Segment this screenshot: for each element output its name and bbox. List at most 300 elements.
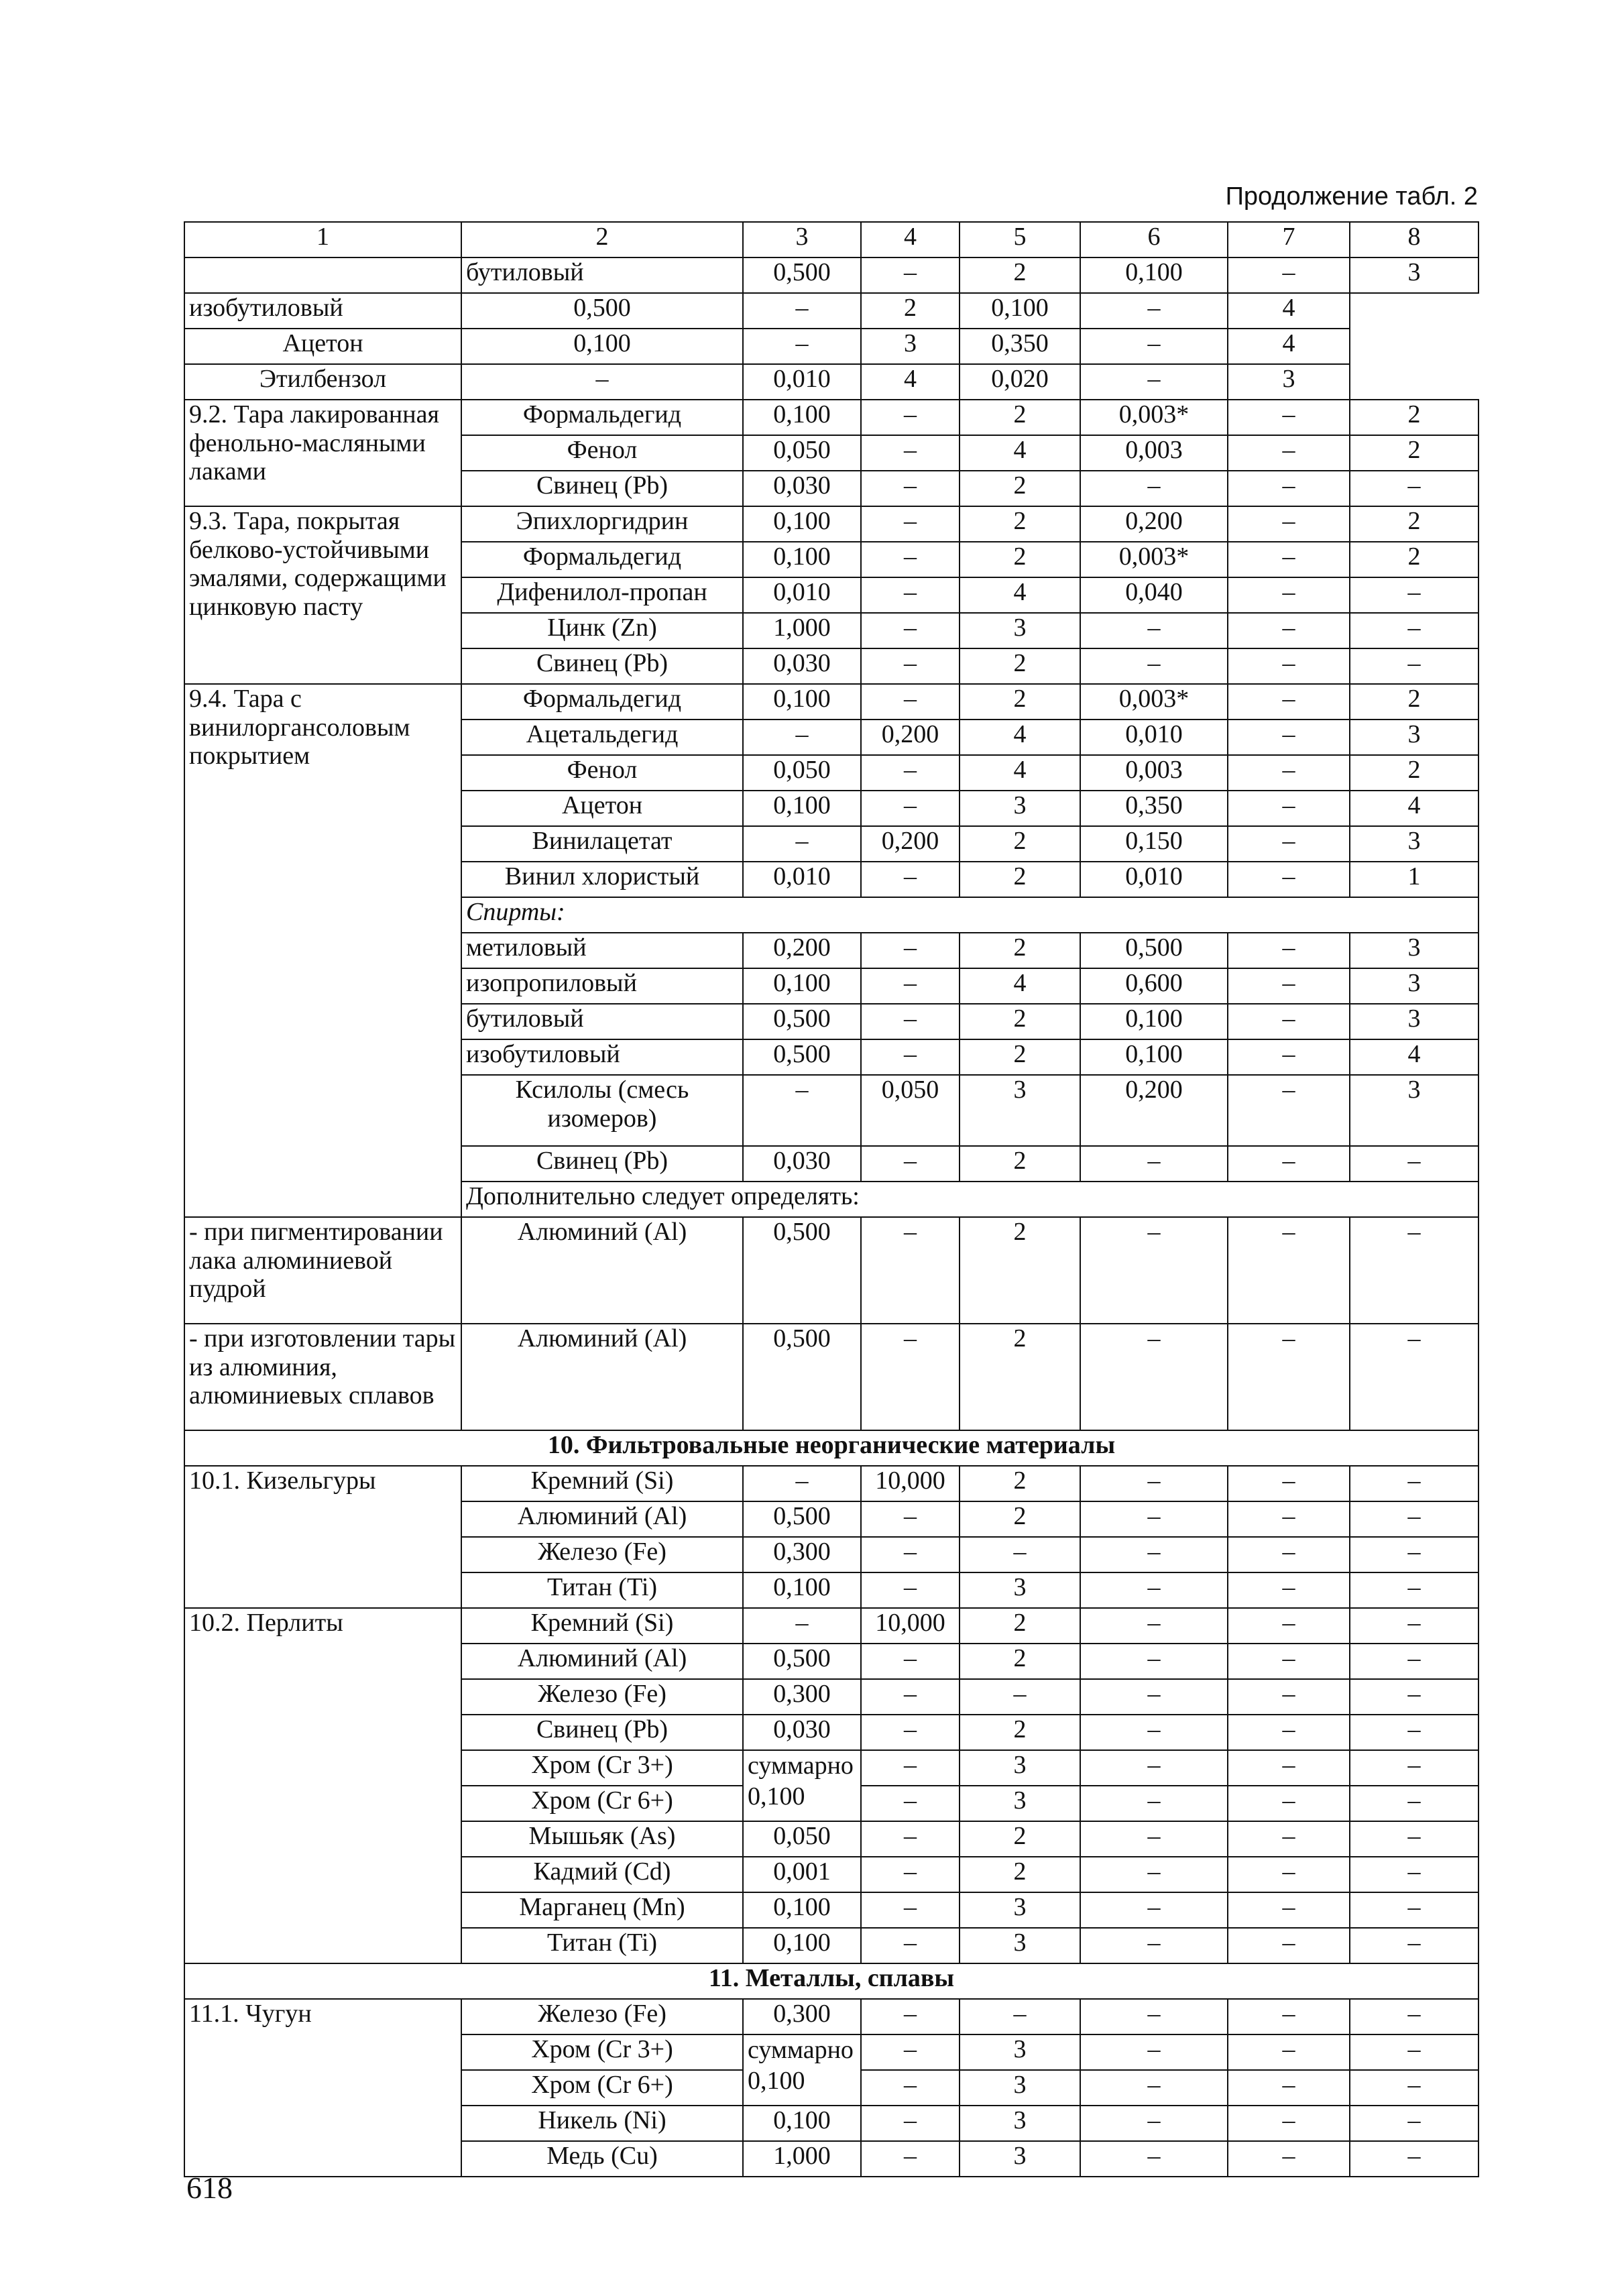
substance-name: бутиловый — [461, 257, 743, 293]
value-cell: 0,100 — [743, 400, 861, 435]
value-cell: – — [1228, 1324, 1350, 1430]
product-label: - при изготовлении тары из алюминия, алюминиевых сплавов — [184, 1324, 461, 1430]
value-cell: – — [1080, 2070, 1228, 2106]
value-cell: 3 — [960, 1892, 1080, 1928]
value-cell: 0,500 — [461, 293, 743, 329]
substance-name: метиловый — [461, 933, 743, 968]
value-cell: 4 — [960, 435, 1080, 471]
value-cell: – — [1350, 1786, 1478, 1821]
table-row — [184, 684, 1478, 720]
value-cell: 2 — [960, 471, 1080, 506]
value-cell: – — [861, 1537, 960, 1572]
value-cell: – — [743, 1608, 861, 1644]
value-cell: – — [1350, 2106, 1478, 2141]
value-cell: – — [1228, 2141, 1350, 2177]
value-cell: – — [1350, 1324, 1478, 1430]
value-cell: 0,100 — [461, 329, 743, 364]
substance-name: Свинец (Pb) — [461, 1715, 743, 1750]
value-cell: – — [1228, 542, 1350, 577]
value-cell: 3 — [960, 1928, 1080, 1963]
value-cell: 0,030 — [743, 1715, 861, 1750]
value-cell: – — [1228, 1537, 1350, 1572]
value-cell: – — [861, 577, 960, 613]
value-cell: – — [1228, 1892, 1350, 1928]
value-cell: 0,050 — [743, 435, 861, 471]
value-cell: 3 — [960, 2141, 1080, 2177]
column-header: 6 — [1080, 222, 1228, 257]
value-cell: 3 — [861, 329, 960, 364]
value-cell: – — [1228, 1928, 1350, 1963]
value-cell: 2 — [1350, 506, 1478, 542]
value-cell: 0,600 — [1080, 968, 1228, 1004]
value-cell: – — [861, 1857, 960, 1892]
value-cell: 0,030 — [743, 1146, 861, 1182]
section-heading: 11. Металлы, сплавы — [184, 1963, 1478, 1999]
value-cell: 0,200 — [1080, 506, 1228, 542]
value-cell: – — [743, 1075, 861, 1146]
value-cell: 3 — [960, 1572, 1080, 1608]
value-cell: 0,030 — [743, 648, 861, 684]
value-cell: 4 — [960, 755, 1080, 791]
value-cell: – — [1228, 1608, 1350, 1644]
value-cell: – — [1080, 1466, 1228, 1501]
value-cell: 3 — [960, 1750, 1080, 1786]
value-cell: 2 — [1350, 400, 1478, 435]
substance-name: Ацетон — [461, 791, 743, 826]
substance-name: Алюминий (Al) — [461, 1217, 743, 1324]
substance-name: Дифенилол-пропан — [461, 577, 743, 613]
value-cell: 0,500 — [743, 1217, 861, 1324]
value-cell: – — [1228, 1821, 1350, 1857]
substance-name: Кадмий (Cd) — [461, 1857, 743, 1892]
value-cell: 2 — [960, 933, 1080, 968]
value-cell: 4 — [960, 720, 1080, 755]
value-cell: 3 — [1350, 257, 1478, 293]
value-cell: 2 — [960, 1644, 1080, 1679]
value-cell: – — [743, 1466, 861, 1501]
value-cell: 0,500 — [743, 257, 861, 293]
value-cell: 0,100 — [1080, 257, 1228, 293]
value-cell: 0,003* — [1080, 684, 1228, 720]
value-cell: 3 — [960, 1786, 1080, 1821]
value-cell: 0,003* — [1080, 542, 1228, 577]
substance-name: Мышьяк (As) — [461, 1821, 743, 1857]
value-cell: – — [1080, 1715, 1228, 1750]
value-cell: – — [861, 791, 960, 826]
value-cell: 1 — [1350, 862, 1478, 897]
value-cell: – — [1228, 1644, 1350, 1679]
value-cell: – — [861, 1821, 960, 1857]
value-cell: – — [1080, 1821, 1228, 1857]
value-cell: – — [1228, 1075, 1350, 1146]
value-cell: – — [1350, 1715, 1478, 1750]
value-cell: 0,300 — [743, 1679, 861, 1715]
value-cell: 0,500 — [743, 1004, 861, 1039]
value-cell: – — [1228, 1004, 1350, 1039]
value-cell: – — [861, 862, 960, 897]
table-caption: Продолжение табл. 2 — [1225, 182, 1478, 211]
value-cell: 0,001 — [743, 1857, 861, 1892]
value-cell: – — [1228, 506, 1350, 542]
column-header: 1 — [184, 222, 461, 257]
value-cell: 0,100 — [743, 1892, 861, 1928]
value-cell: 0,350 — [1080, 791, 1228, 826]
value-cell: – — [861, 1572, 960, 1608]
value-cell: – — [1080, 1679, 1228, 1715]
value-cell: 0,003 — [1080, 755, 1228, 791]
substance-name: Железо (Fe) — [461, 1999, 743, 2034]
table-body — [184, 222, 1478, 2177]
value-cell: – — [1228, 720, 1350, 755]
substance-name: Железо (Fe) — [461, 1537, 743, 1572]
value-cell: – — [861, 1217, 960, 1324]
substance-name: Железо (Fe) — [461, 1679, 743, 1715]
value-cell: – — [1228, 471, 1350, 506]
value-cell: – — [1350, 1644, 1478, 1679]
merged-value-cell: суммарно 0,100 — [743, 1750, 861, 1821]
substance-name: Алюминий (Al) — [461, 1324, 743, 1430]
substance-name: Формальдегид — [461, 684, 743, 720]
value-cell: – — [861, 1004, 960, 1039]
table-row — [184, 506, 1478, 542]
value-cell: – — [861, 1324, 960, 1430]
value-cell: 2 — [960, 862, 1080, 897]
value-cell: – — [1080, 648, 1228, 684]
value-cell: – — [1228, 2106, 1350, 2141]
value-cell: – — [743, 329, 861, 364]
value-cell: – — [861, 542, 960, 577]
value-cell: 2 — [960, 1821, 1080, 1857]
value-cell: – — [861, 755, 960, 791]
value-cell: 3 — [960, 2070, 1080, 2106]
value-cell: – — [1228, 1679, 1350, 1715]
value-cell: – — [861, 1715, 960, 1750]
value-cell: – — [1228, 577, 1350, 613]
column-header: 7 — [1228, 222, 1350, 257]
value-cell: 2 — [960, 257, 1080, 293]
value-cell: – — [861, 1892, 960, 1928]
value-cell: 2 — [960, 1324, 1080, 1430]
substance-name: Марганец (Mn) — [461, 1892, 743, 1928]
value-cell: – — [1228, 2034, 1350, 2070]
value-cell: – — [1350, 1928, 1478, 1963]
product-label: 9.4. Тара с винилоргансоловым покрытием — [184, 684, 461, 1217]
value-cell: – — [743, 826, 861, 862]
value-cell: – — [1080, 2141, 1228, 2177]
value-cell: 0,100 — [1080, 1039, 1228, 1075]
value-cell: 0,030 — [743, 471, 861, 506]
value-cell: 3 — [960, 2034, 1080, 2070]
substance-name: Формальдегид — [461, 542, 743, 577]
section-heading: 10. Фильтровальные неорганические материалы — [184, 1430, 1478, 1466]
value-cell: 2 — [1350, 755, 1478, 791]
table-row — [184, 293, 1478, 329]
substance-name: Медь (Cu) — [461, 2141, 743, 2177]
value-cell: 2 — [960, 1501, 1080, 1537]
value-cell: – — [1228, 1217, 1350, 1324]
value-cell: – — [1350, 1999, 1478, 2034]
value-cell: 10,000 — [861, 1466, 960, 1501]
substance-name: Фенол — [461, 435, 743, 471]
value-cell: – — [1080, 471, 1228, 506]
value-cell: – — [861, 257, 960, 293]
value-cell: 0,050 — [861, 1075, 960, 1146]
value-cell: – — [1350, 1857, 1478, 1892]
value-cell: 0,010 — [743, 577, 861, 613]
value-cell: 0,010 — [1080, 720, 1228, 755]
value-cell: 0,100 — [743, 506, 861, 542]
value-cell: 0,300 — [743, 1999, 861, 2034]
value-cell: 2 — [960, 400, 1080, 435]
product-label: 11.1. Чугун — [184, 1999, 461, 2177]
value-cell: – — [1228, 613, 1350, 648]
value-cell: – — [1228, 791, 1350, 826]
value-cell: 0,100 — [743, 791, 861, 826]
value-cell: – — [1228, 2070, 1350, 2106]
value-cell: 2 — [960, 1004, 1080, 1039]
value-cell: – — [1228, 1786, 1350, 1821]
product-label: 10.1. Кизельгуры — [184, 1466, 461, 1608]
table-row — [184, 364, 1478, 400]
column-header: 3 — [743, 222, 861, 257]
column-header: 5 — [960, 222, 1080, 257]
value-cell: – — [861, 471, 960, 506]
value-cell: – — [1228, 862, 1350, 897]
value-cell: 0,200 — [1080, 1075, 1228, 1146]
substance-name: Кремний (Si) — [461, 1466, 743, 1501]
substance-name: Ксилолы (смесь изомеров) — [461, 1075, 743, 1146]
value-cell: – — [1080, 329, 1228, 364]
substance-name: Свинец (Pb) — [461, 1146, 743, 1182]
value-cell: 1,000 — [743, 613, 861, 648]
value-cell: 0,010 — [1080, 862, 1228, 897]
substance-name: Винилацетат — [461, 826, 743, 862]
table-row — [184, 1430, 1478, 1466]
value-cell: 0,100 — [743, 968, 861, 1004]
value-cell: – — [1350, 1501, 1478, 1537]
header-row — [184, 222, 1478, 257]
value-cell: – — [861, 613, 960, 648]
value-cell: 3 — [1350, 933, 1478, 968]
value-cell: – — [1080, 1572, 1228, 1608]
value-cell: – — [1228, 1857, 1350, 1892]
value-cell: – — [861, 1750, 960, 1786]
value-cell: – — [1350, 1572, 1478, 1608]
value-cell: – — [1080, 1608, 1228, 1644]
value-cell: – — [1080, 1786, 1228, 1821]
substance-name: Алюминий (Al) — [461, 1501, 743, 1537]
value-cell: – — [861, 933, 960, 968]
substance-name: изобутиловый — [461, 1039, 743, 1075]
value-cell: 0,500 — [743, 1324, 861, 1430]
value-cell: – — [861, 648, 960, 684]
value-cell: 1,000 — [743, 2141, 861, 2177]
value-cell: 2 — [960, 1146, 1080, 1182]
value-cell: – — [861, 1644, 960, 1679]
value-cell: – — [861, 1999, 960, 2034]
value-cell: 3 — [1350, 1004, 1478, 1039]
value-cell: – — [861, 400, 960, 435]
product-label: - при пигментировании лака алюминиевой пудрой — [184, 1217, 461, 1324]
table-row — [184, 1608, 1478, 1644]
value-cell: 2 — [960, 1715, 1080, 1750]
table-row — [184, 329, 1478, 364]
table-row — [184, 1963, 1478, 1999]
value-cell: 0,500 — [743, 1644, 861, 1679]
value-cell: – — [1350, 1679, 1478, 1715]
value-cell: 4 — [1350, 791, 1478, 826]
value-cell: – — [1350, 1466, 1478, 1501]
value-cell: – — [1350, 1146, 1478, 1182]
value-cell: 4 — [1228, 293, 1350, 329]
value-cell: 0,200 — [743, 933, 861, 968]
value-cell: 0,300 — [743, 1537, 861, 1572]
value-cell: – — [1228, 648, 1350, 684]
table-row — [184, 400, 1478, 435]
value-cell: – — [1080, 1644, 1228, 1679]
substance-name: Алюминий (Al) — [461, 1644, 743, 1679]
value-cell: 3 — [1350, 720, 1478, 755]
value-cell: – — [1080, 1537, 1228, 1572]
substance-name: Хром (Cr 6+) — [461, 2070, 743, 2106]
value-cell: – — [461, 364, 743, 400]
value-cell: 0,500 — [743, 1501, 861, 1537]
table-row — [184, 1466, 1478, 1501]
substance-name: Хром (Cr 6+) — [461, 1786, 743, 1821]
value-cell: 0,020 — [960, 364, 1080, 400]
value-cell: – — [1350, 2070, 1478, 2106]
value-cell: 0,100 — [960, 293, 1080, 329]
value-cell: 4 — [1350, 1039, 1478, 1075]
value-cell: – — [1080, 1750, 1228, 1786]
value-cell: 0,100 — [743, 2106, 861, 2141]
value-cell: – — [1080, 1217, 1228, 1324]
value-cell: 3 — [1228, 364, 1350, 400]
value-cell: 3 — [960, 791, 1080, 826]
value-cell: 3 — [1350, 1075, 1478, 1146]
value-cell: 0,040 — [1080, 577, 1228, 613]
substance-name: Цинк (Zn) — [461, 613, 743, 648]
value-cell: 0,150 — [1080, 826, 1228, 862]
value-cell: 0,500 — [1080, 933, 1228, 968]
value-cell: 0,100 — [743, 542, 861, 577]
value-cell: 0,200 — [861, 720, 960, 755]
value-cell: – — [861, 1501, 960, 1537]
value-cell: – — [743, 293, 861, 329]
value-cell: – — [1350, 613, 1478, 648]
value-cell: 2 — [861, 293, 960, 329]
value-cell: 2 — [1350, 542, 1478, 577]
value-cell: – — [1080, 1324, 1228, 1430]
value-cell: 0,003 — [1080, 435, 1228, 471]
substance-name: Свинец (Pb) — [461, 648, 743, 684]
value-cell: – — [1228, 684, 1350, 720]
value-cell: 4 — [861, 364, 960, 400]
value-cell: – — [861, 1786, 960, 1821]
value-cell: – — [1080, 1928, 1228, 1963]
merged-value-cell: суммарно 0,100 — [743, 2034, 861, 2106]
value-cell: 0,500 — [743, 1039, 861, 1075]
value-cell: 0,100 — [743, 1572, 861, 1608]
value-cell: – — [861, 2141, 960, 2177]
data-table — [184, 221, 1479, 2177]
substance-name: Свинец (Pb) — [461, 471, 743, 506]
value-cell: – — [1228, 435, 1350, 471]
value-cell: 10,000 — [861, 1608, 960, 1644]
value-cell: 3 — [960, 613, 1080, 648]
column-header: 4 — [861, 222, 960, 257]
value-cell: – — [861, 1146, 960, 1182]
value-cell: – — [861, 1679, 960, 1715]
substance-name: Никель (Ni) — [461, 2106, 743, 2141]
value-cell: 0,003* — [1080, 400, 1228, 435]
value-cell: – — [960, 1537, 1080, 1572]
value-cell: 0,100 — [743, 684, 861, 720]
value-cell: 2 — [960, 684, 1080, 720]
substance-name: Винил хлористый — [461, 862, 743, 897]
value-cell: 2 — [960, 542, 1080, 577]
value-cell: – — [1350, 1608, 1478, 1644]
value-cell: 2 — [960, 1857, 1080, 1892]
value-cell: 0,200 — [861, 826, 960, 862]
value-cell: – — [1080, 2034, 1228, 2070]
table-row — [184, 257, 1478, 293]
value-cell: – — [1080, 2106, 1228, 2141]
value-cell: – — [1350, 1537, 1478, 1572]
value-cell: 3 — [960, 2106, 1080, 2141]
substance-name: Хром (Cr 3+) — [461, 2034, 743, 2070]
substance-name: бутиловый — [461, 1004, 743, 1039]
value-cell: – — [1228, 826, 1350, 862]
value-cell: – — [1350, 577, 1478, 613]
value-cell: 2 — [960, 648, 1080, 684]
value-cell: – — [1080, 293, 1228, 329]
column-header: 8 — [1350, 222, 1478, 257]
value-cell: 2 — [1350, 435, 1478, 471]
value-cell: – — [1228, 400, 1350, 435]
value-cell: 2 — [960, 506, 1080, 542]
value-cell: 2 — [960, 1217, 1080, 1324]
substance-name: Хром (Cr 3+) — [461, 1750, 743, 1786]
product-label — [184, 257, 461, 293]
substance-name: Этилбензол — [184, 364, 461, 400]
value-cell: – — [1228, 1466, 1350, 1501]
substance-name: Ацетон — [184, 329, 461, 364]
value-cell: – — [1228, 257, 1350, 293]
value-cell: – — [1228, 1146, 1350, 1182]
value-cell: – — [861, 968, 960, 1004]
value-cell: – — [861, 1928, 960, 1963]
substance-name: Формальдегид — [461, 400, 743, 435]
value-cell: – — [1228, 1039, 1350, 1075]
value-cell: – — [861, 2034, 960, 2070]
value-cell: 2 — [960, 826, 1080, 862]
value-cell: 3 — [1350, 968, 1478, 1004]
value-cell: – — [1228, 1501, 1350, 1537]
value-cell: 2 — [960, 1466, 1080, 1501]
value-cell: – — [1228, 1715, 1350, 1750]
value-cell: 0,010 — [743, 364, 861, 400]
value-cell: – — [960, 1679, 1080, 1715]
substance-name: Титан (Ti) — [461, 1572, 743, 1608]
value-cell: 3 — [1350, 826, 1478, 862]
value-cell: – — [1080, 1857, 1228, 1892]
value-cell: – — [1228, 1750, 1350, 1786]
value-cell: – — [1080, 1892, 1228, 1928]
value-cell: – — [861, 2106, 960, 2141]
substance-name: Фенол — [461, 755, 743, 791]
value-cell: 0,100 — [743, 1928, 861, 1963]
